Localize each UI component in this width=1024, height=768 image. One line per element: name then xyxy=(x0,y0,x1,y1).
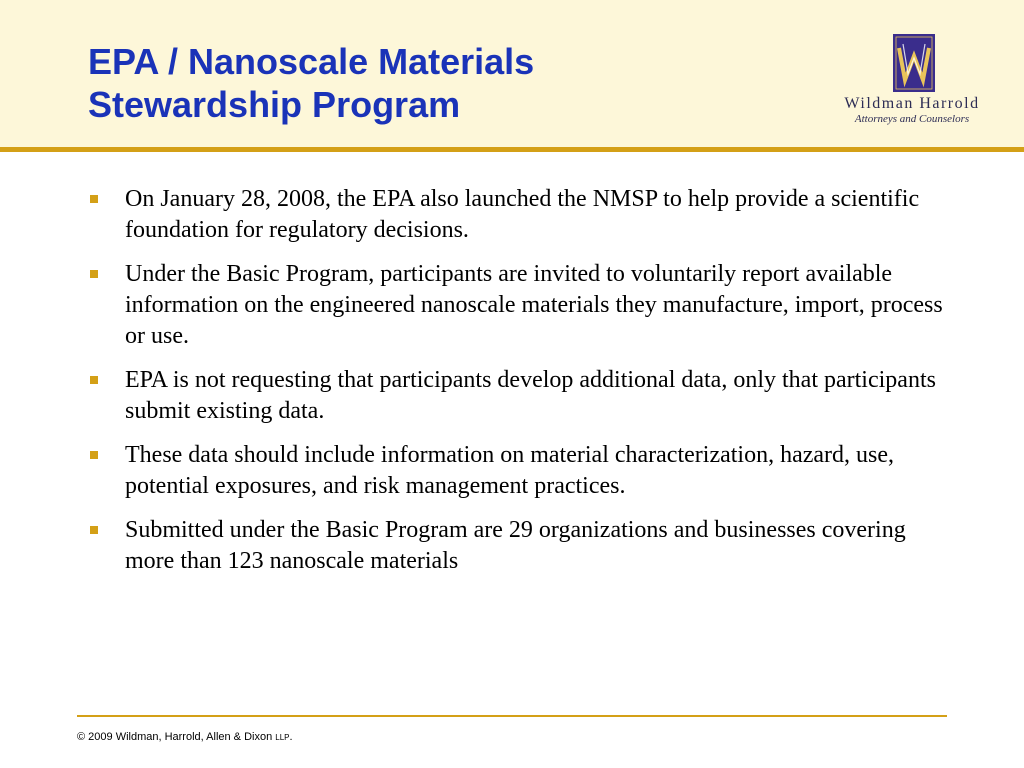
bullet-text: These data should include information on material characterization, hazard, use, potential exposures, and risk management practices. xyxy=(125,442,895,499)
square-bullet-icon xyxy=(90,376,98,384)
bullet-text: Submitted under the Basic Program are 29 organizations and businesses covering more than 123 nanoscale materials xyxy=(125,517,906,574)
footer-divider xyxy=(77,715,947,717)
square-bullet-icon xyxy=(90,526,98,534)
logo-w-monogram-icon xyxy=(893,34,935,92)
title-line-2: Stewardship Program xyxy=(88,84,461,125)
square-bullet-icon xyxy=(90,451,98,459)
copyright-text: © 2009 Wildman, Harrold, Allen & Dixon xyxy=(77,731,276,743)
logo-wordmark: Wildman Harrold xyxy=(844,95,980,112)
bullet-item xyxy=(88,184,948,246)
title-line-1: EPA / Nanoscale Materials xyxy=(88,41,535,82)
bullet-item xyxy=(88,440,948,502)
logo-tagline: Attorneys and Counselors xyxy=(854,113,970,125)
bullet-text: Under the Basic Program, participants are invited to voluntarily report available information on the engineered nanoscale materials they manufacture, import, process or use. xyxy=(125,261,943,349)
bullet-text: On January 28, 2008, the EPA also launched the NMSP to help provide a scientific foundation for regulatory decisions. xyxy=(125,186,920,243)
footer-copyright xyxy=(77,731,293,743)
copyright-period: . xyxy=(289,731,293,743)
square-bullet-icon xyxy=(90,195,98,203)
llp-suffix: LLP xyxy=(275,733,290,742)
bullet-item xyxy=(88,365,948,427)
bullet-item xyxy=(88,259,948,352)
bullet-text: EPA is not requesting that participants develop additional data, only that participants submit existing data. xyxy=(125,367,936,424)
slide-title xyxy=(88,40,534,126)
square-bullet-icon xyxy=(90,270,98,278)
bullet-item xyxy=(88,515,948,577)
wildman-harrold-logo xyxy=(842,34,982,134)
bullet-list xyxy=(88,184,948,590)
header-divider xyxy=(0,147,1024,152)
